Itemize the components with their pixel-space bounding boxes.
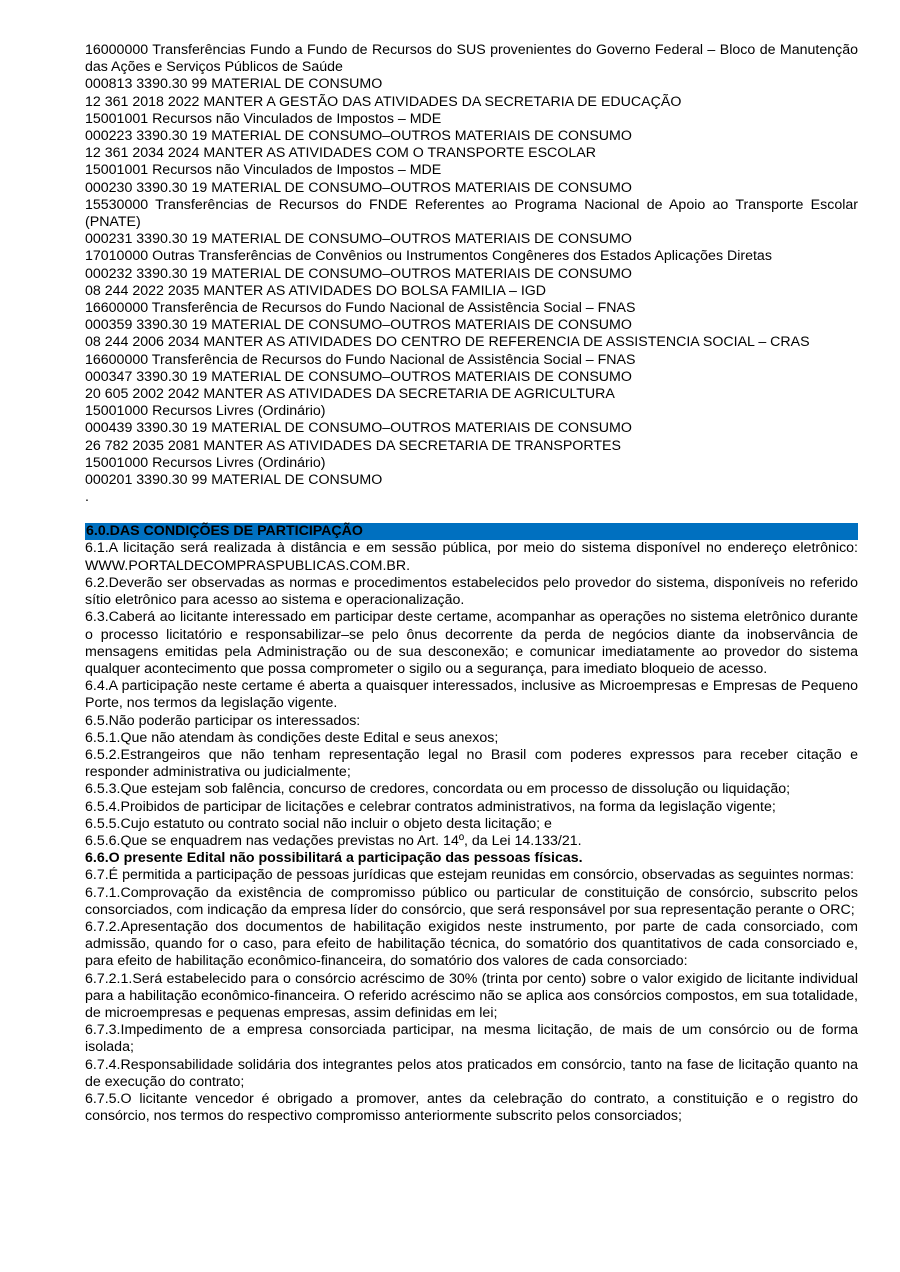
clause-6-5-2: 6.5.2.Estrangeiros que não tenham representação legal no Brasil com poderes expressos para receber citação e responder administrativa ou judicialmente; (85, 746, 858, 781)
budget-line: 15001001 Recursos não Vinculados de Impostos – MDE (85, 162, 442, 179)
budget-line: 15001000 Recursos Livres (Ordinário) (85, 403, 326, 420)
spacer (85, 506, 858, 523)
budget-line: 000223 3390.30 19 MATERIAL DE CONSUMO–OUTROS MATERIAIS DE CONSUMO (85, 128, 632, 145)
section-heading: 6.0.DAS CONDIÇÕES DE PARTICIPAÇÃO (85, 523, 858, 540)
clause-6-7-5: 6.7.5.O licitante vencedor é obrigado a promover, antes da celebração do contrato, a constituição e o registro do consórcio, nos termos do respectivo compromisso anteriormente subscrito pelos consorciados; (85, 1090, 858, 1125)
trailing-dot: . (85, 489, 89, 506)
clause-6-7-2-1: 6.7.2.1.Será estabelecido para o consórcio acréscimo de 30% (trinta por cento) sobre o valor exigido de licitante individual para a habilitação econômico-financeira. O referido acréscimo não se aplica aos consórcios compostos, em sua totalidade, de microempresas e pequenas empresas, assim definidas em lei; (85, 970, 858, 1021)
clause-6-5-4: 6.5.4.Proibidos de participar de licitações e celebrar contratos administrativos, na forma da legislação vigente; (85, 798, 776, 815)
clause-6-7: 6.7.É permitida a participação de pessoas jurídicas que estejam reunidas em consórcio, observadas as seguintes normas: (85, 867, 854, 884)
budget-line: 20 605 2002 2042 MANTER AS ATIVIDADES DA SECRETARIA DE AGRICULTURA (85, 386, 615, 403)
clause-6-5-1: 6.5.1.Que não atendam às condições deste Edital e seus anexos; (85, 729, 499, 746)
budget-line: 000359 3390.30 19 MATERIAL DE CONSUMO–OUTROS MATERIAIS DE CONSUMO (85, 317, 632, 334)
clause-6-5: 6.5.Não poderão participar os interessados: (85, 712, 361, 729)
budget-line: 000439 3390.30 19 MATERIAL DE CONSUMO–OUTROS MATERIAIS DE CONSUMO (85, 420, 632, 437)
budget-line: 26 782 2035 2081 MANTER AS ATIVIDADES DA SECRETARIA DE TRANSPORTES (85, 437, 621, 454)
clause-6-4: 6.4.A participação neste certame é aberta a quaisquer interessados, inclusive as Microempresas e Empresas de Pequeno Porte, nos termos da legislação vigente. (85, 678, 858, 712)
budget-line: 000347 3390.30 19 MATERIAL DE CONSUMO–OUTROS MATERIAIS DE CONSUMO (85, 368, 632, 385)
budget-line: 15001001 Recursos não Vinculados de Impostos – MDE (85, 110, 442, 127)
budget-line: 17010000 Outras Transferências de Convênios ou Instrumentos Congêneres dos Estados Aplicações Diretas (85, 248, 772, 265)
clause-6-7-2: 6.7.2.Apresentação dos documentos de habilitação exigidos neste instrumento, por parte de cada consorciado, com admissão, quando for o caso, para efeito de habilitação técnica, do somatório dos quantitativos de cada consorciado e, para efeito de habilitação econômico-financeira, do somatório dos valores de cada consorciado: (85, 918, 858, 970)
clause-6-2: 6.2.Deverão ser observadas as normas e procedimentos estabelecidos pelo provedor do sistema, disponíveis no referido sítio eletrônico para acesso ao sistema e operacionalização. (85, 574, 858, 609)
budget-line: 16000000 Transferências Fundo a Fundo de Recursos do SUS provenientes do Governo Federal – Bloco de Manutenção das Ações e Serviços Públicos de Saúde (85, 42, 858, 76)
document-page (85, 42, 858, 1125)
budget-line: 08 244 2006 2034 MANTER AS ATIVIDADES DO CENTRO DE REFERENCIA DE ASSISTENCIA SOCIAL – CRAS (85, 334, 810, 351)
clause-6-5-5: 6.5.5.Cujo estatuto ou contrato social não incluir o objeto desta licitação; e (85, 815, 552, 832)
clause-6-7-3: 6.7.3.Impedimento de a empresa consorciada participar, na mesma licitação, de mais de um consórcio ou de forma isolada; (85, 1022, 858, 1056)
budget-line: 000231 3390.30 19 MATERIAL DE CONSUMO–OUTROS MATERIAIS DE CONSUMO (85, 231, 632, 248)
budget-line: 16600000 Transferência de Recursos do Fundo Nacional de Assistência Social – FNAS (85, 300, 636, 317)
budget-line: 000813 3390.30 99 MATERIAL DE CONSUMO (85, 76, 383, 93)
budget-line: 000232 3390.30 19 MATERIAL DE CONSUMO–OUTROS MATERIAIS DE CONSUMO (85, 265, 632, 282)
budget-line: 15530000 Transferências de Recursos do FNDE Referentes ao Programa Nacional de Apoio ao Transporte Escolar (PNATE) (85, 196, 858, 231)
budget-line: 15001000 Recursos Livres (Ordinário) (85, 454, 326, 471)
clause-6-7-4: 6.7.4.Responsabilidade solidária dos integrantes pelos atos praticados em consórcio, tanto na fase de licitação quanto na de execução do contrato; (85, 1056, 858, 1090)
budget-line: 000230 3390.30 19 MATERIAL DE CONSUMO–OUTROS MATERIAIS DE CONSUMO (85, 179, 632, 196)
budget-line: 12 361 2018 2022 MANTER A GESTÃO DAS ATIVIDADES DA SECRETARIA DE EDUCAÇÃO (85, 93, 682, 110)
clause-6-5-3: 6.5.3.Que estejam sob falência, concurso de credores, concordata ou em processo de dissolução ou liquidação; (85, 781, 791, 798)
clause-6-7-1: 6.7.1.Comprovação da existência de compromisso público ou particular de constituição de consórcio, subscrito pelos consorciados, com indicação da empresa líder do consórcio, que será responsável por sua representação perante o ORC; (85, 884, 858, 918)
clause-6-5-6: 6.5.6.Que se enquadrem nas vedações previstas no Art. 14º, da Lei 14.133/21. (85, 832, 582, 849)
clause-6-1: 6.1.A licitação será realizada à distância e em sessão pública, por meio do sistema disponível no endereço eletrônico: WWW.PORTALDECOMPRASPUBLICAS.COM.BR. (85, 540, 858, 574)
budget-line: 000201 3390.30 99 MATERIAL DE CONSUMO (85, 472, 383, 489)
budget-line: 12 361 2034 2024 MANTER AS ATIVIDADES COM O TRANSPORTE ESCOLAR (85, 145, 596, 162)
clause-6-3: 6.3.Caberá ao licitante interessado em participar deste certame, acompanhar as operações no sistema eletrônico durante o processo licitatório e responsabilizar–se pelo ônus decorrente da perda de negócios diante da inobservância de mensagens emitidas pela Administração ou de sua desconexão; e comunicar imediatamente ao provedor do sistema qualquer acontecimento que possa comprometer o sigilo ou a segurança, para imediato bloqueio de acesso. (85, 609, 858, 677)
budget-line: 16600000 Transferência de Recursos do Fundo Nacional de Assistência Social – FNAS (85, 351, 636, 368)
budget-line: 08 244 2022 2035 MANTER AS ATIVIDADES DO BOLSA FAMILIA – IGD (85, 282, 547, 299)
clause-6-6: 6.6.O presente Edital não possibilitará a participação das pessoas físicas. (85, 850, 583, 867)
